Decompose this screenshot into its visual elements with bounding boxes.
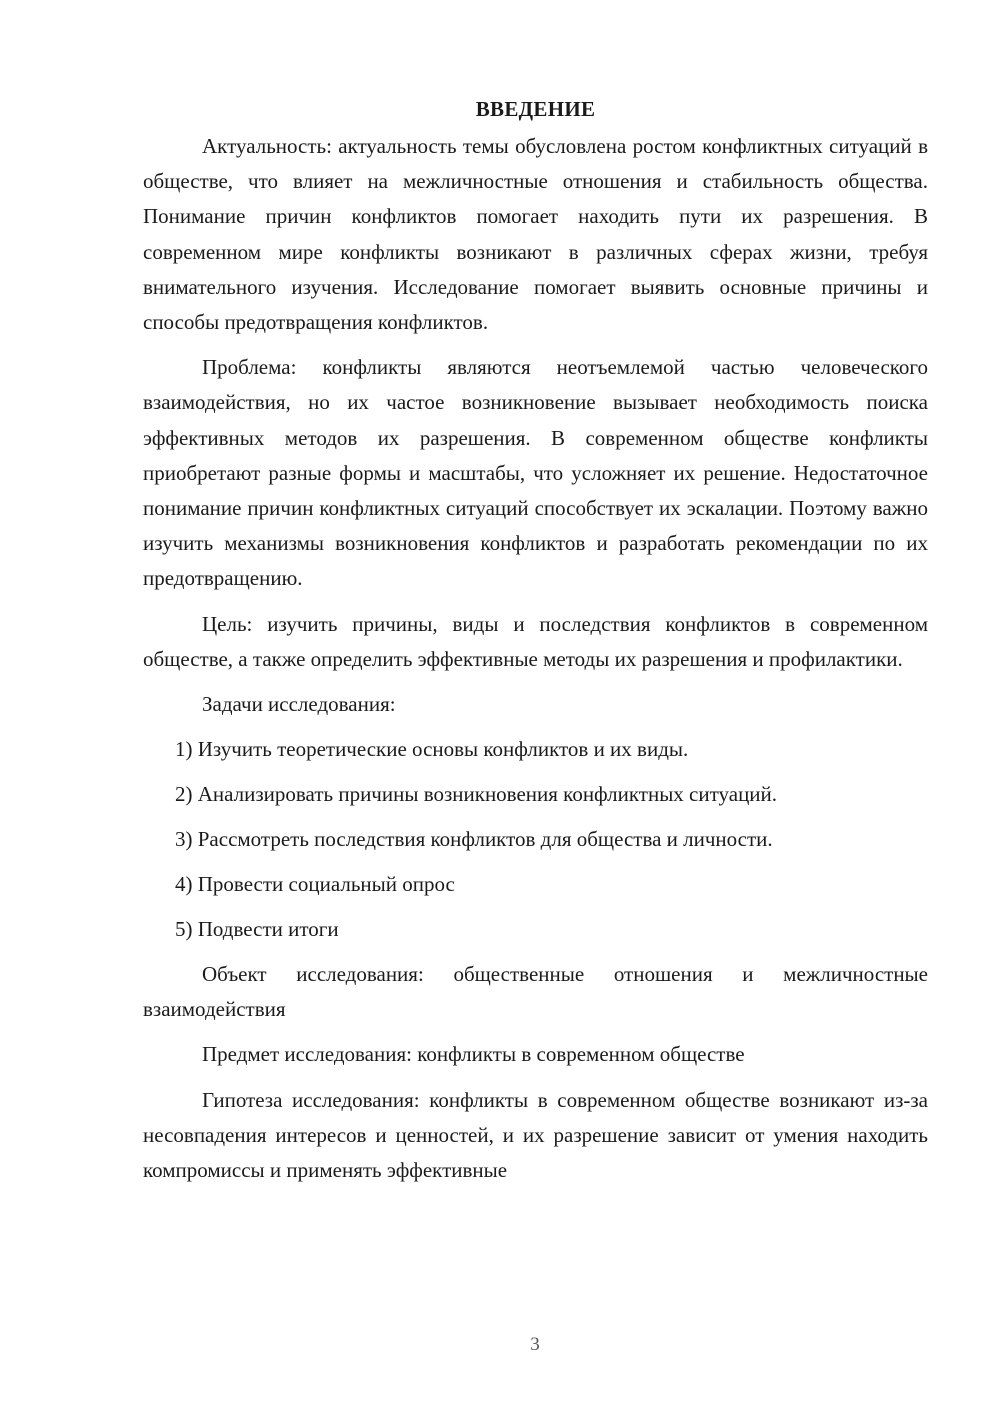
relevance-paragraph: Актуальность: актуальность темы обусловлена ростом конфликтных ситуаций в обществе, что влияет на межличностные отношения и стабильность общества. Понимание причин конфликтов помогает находить пути их разрешения. В современном мире конфликты возникают в различных сферах жизни, требуя внимательного изучения. Исследование помогает выявить основные причины и способы предотвращения конфликтов. <box>143 134 928 335</box>
task-item: 5) Подвести итоги <box>175 917 339 942</box>
page-title: ВВЕДЕНИЕ <box>475 97 596 121</box>
tasks-heading: Задачи исследования: <box>202 692 396 717</box>
tasks-list <box>143 732 928 947</box>
task-item: 3) Рассмотреть последствия конфликтов для общества и личности. <box>175 827 773 852</box>
task-item: 1) Изучить теоретические основы конфликтов и их виды. <box>175 737 689 762</box>
task-item: 2) Анализировать причины возникновения конфликтных ситуаций. <box>175 782 778 807</box>
goal-paragraph: Цель: изучить причины, виды и последствия конфликтов в современном обществе, а также определить эффективные методы их разрешения и профилактики. <box>143 611 928 671</box>
document-page <box>143 92 928 1188</box>
problem-paragraph: Проблема: конфликты являются неотъемлемой частью человеческого взаимодействия, но их частое возникновение вызывает необходимость поиска эффективных методов их разрешения. В современном обществе конфликты приобретают разные формы и масштабы, что усложняет их решение. Недостаточное понимание причин конфликтных ситуаций способствует их эскалации. Поэтому важно изучить механизмы возникновения конфликтов и разработать рекомендации по их предотвращению. <box>143 355 928 591</box>
object-paragraph: Объект исследования: общественные отношения и межличностные взаимодействия <box>143 962 928 1022</box>
page-number: 3 <box>530 1334 540 1355</box>
hypothesis-paragraph: Гипотеза исследования: конфликты в современном обществе возникают из-за несовпадения интересов и ценностей, и их разрешение зависит от умения находить компромиссы и применять эффективные <box>143 1087 928 1183</box>
subject-paragraph: Предмет исследования: конфликты в современном обществе <box>202 1042 745 1067</box>
task-item: 4) Провести социальный опрос <box>175 872 455 897</box>
